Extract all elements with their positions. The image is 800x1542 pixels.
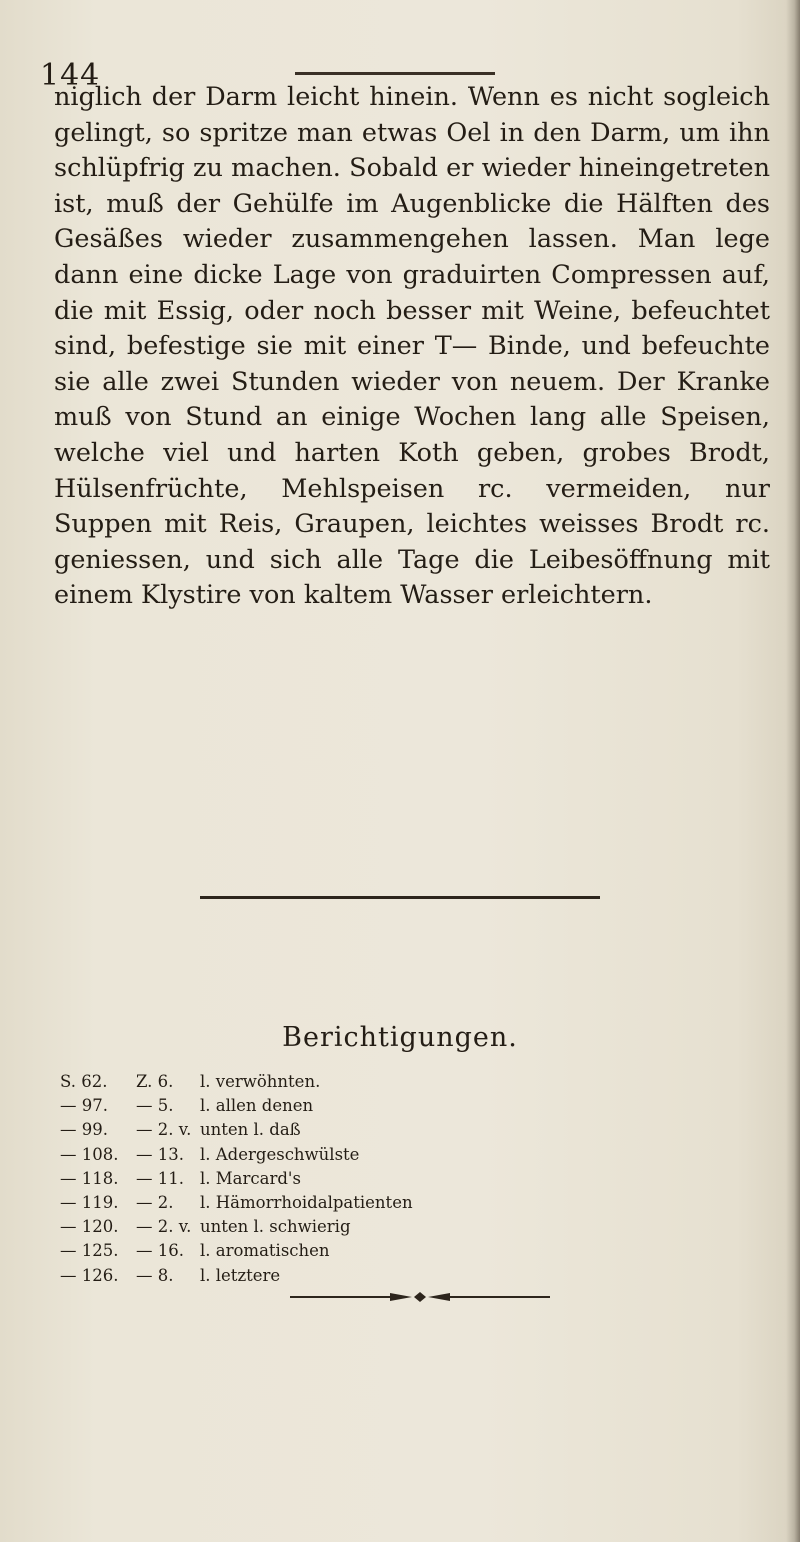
errata-reading: l. letztere [200,1265,281,1285]
page-edge-shadow [786,0,800,1542]
errata-reading: l. allen denen [200,1096,314,1116]
errata-page: — 97. [60,1096,108,1116]
errata-line: — 8. [136,1265,174,1285]
closing-ornament [290,1290,550,1304]
errata-line: — 16. [136,1241,184,1261]
errata-page: — 119. [60,1193,119,1213]
errata-reading: l. Marcard's [200,1168,301,1188]
errata-line: — 11. [136,1168,184,1188]
section-divider [200,896,600,899]
errata-heading: Berichtigungen. [282,1022,518,1053]
errata-reading: l. verwöhnten. [200,1072,321,1091]
errata-line: — 2. v. [136,1217,192,1237]
errata-line: — 2. v. [136,1120,192,1140]
errata-page: — 118. [60,1168,119,1188]
errata-entry [60,1215,700,1239]
errata-page: — 125. [60,1241,119,1261]
errata-line: — 5. [136,1096,174,1116]
errata-page: — 126. [60,1265,119,1285]
errata-list [60,1070,700,1288]
errata-reading: l. Adergeschwülste [200,1144,360,1164]
errata-entry [60,1191,700,1215]
errata-entry [60,1070,700,1094]
page-number: 144 [40,58,101,93]
errata-entry [60,1143,700,1167]
errata-reading: unten l. daß [200,1120,301,1140]
errata-line: — 2. [136,1193,174,1213]
errata-line: Z. 6. [136,1072,174,1091]
errata-entry [60,1167,700,1191]
errata-page: — 120. [60,1217,119,1237]
errata-entry [60,1239,700,1263]
errata-reading: l. aromatischen [200,1241,330,1261]
body-paragraph: niglich der Darm leicht hinein. Wenn es nicht sogleich gelingt, so spritze man etwas Oel in den Darm, um ihn schlüpfrig zu machen. Sobald er wieder hineingetreten ist, muß der Gehülfe im Augenblicke die Hälften des Gesäßes wieder zusammengehen lassen. Man lege dann eine dicke Lage von graduirten Compressen auf, die mit Essig, oder noch besser mit Weine, befeuchtet sind, befestige sie mit einer T— Binde, und befeuchte sie alle zwei Stunden wieder von neuem. Der Kranke muß von Stund an einige Wochen lang alle Speisen, welche viel und harten Koth geben, grobes Brodt, Hülsenfrüchte, Mehlspeisen rc. vermeiden, nur Suppen mit Reis, Graupen, leichtes weisses Brodt rc. geniessen, und sich alle Tage die Leibesöffnung mit einem Klystire von kaltem Wasser erleichtern. [54,82,770,611]
errata-reading: l. Hämorrhoidalpatienten [200,1193,413,1213]
errata-page: — 108. [60,1144,119,1164]
errata-page: — 99. [60,1120,108,1140]
errata-page: S. 62. [60,1072,108,1091]
errata-reading: unten l. schwierig [200,1217,351,1237]
errata-entry [60,1118,700,1142]
errata-line: — 13. [136,1144,184,1164]
header-rule [295,72,495,75]
errata-entry [60,1264,700,1288]
errata-entry [60,1094,700,1118]
